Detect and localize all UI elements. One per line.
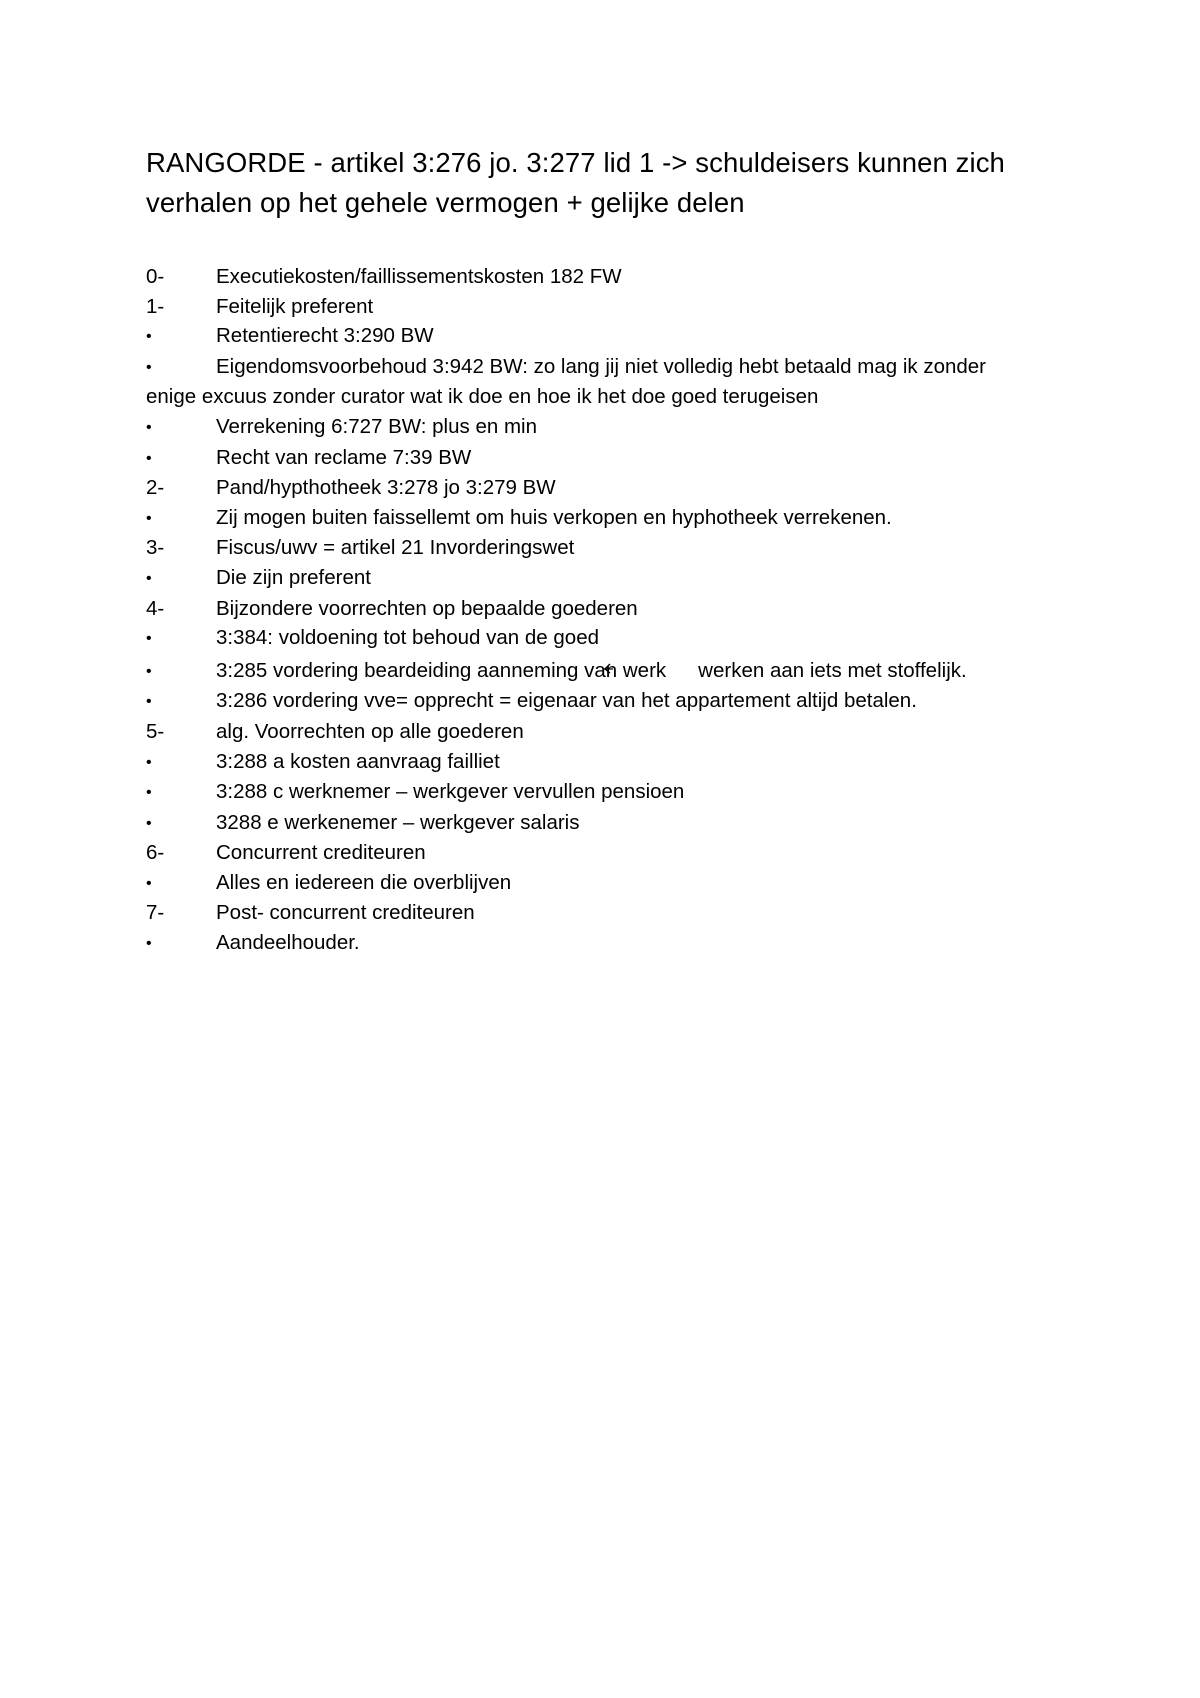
list-item xyxy=(146,808,1076,839)
list-marker: 4- xyxy=(146,596,165,620)
list-item-text: 3:288 a kosten aanvraag failliet xyxy=(216,749,500,773)
bullet-marker: • xyxy=(146,784,152,802)
list-item-text: Die zijn preferent xyxy=(216,565,371,589)
list-item-text-after-icon: werken aan iets met stoffelijk. xyxy=(698,658,967,682)
list-item-text: alg. Voorrechten op alle goederen xyxy=(216,719,524,743)
bullet-marker: • xyxy=(146,874,152,892)
list-item xyxy=(146,352,1076,412)
bullet-marker: • xyxy=(146,328,152,346)
list-item-text: Concurrent crediteuren xyxy=(216,841,426,865)
list-item xyxy=(146,292,1076,322)
list-item xyxy=(146,928,1076,959)
bullet-marker: • xyxy=(146,630,152,648)
list-item xyxy=(146,563,1076,594)
list-item xyxy=(146,686,1076,717)
list-item xyxy=(146,868,1076,899)
list-item xyxy=(146,533,1076,563)
list-item xyxy=(146,594,1076,624)
list-marker: 2- xyxy=(146,476,165,500)
bullet-marker: • xyxy=(146,814,152,832)
list-item-text: 3288 e werkenemer – werkgever salaris xyxy=(216,810,580,834)
arrow-glyph-icon xyxy=(670,654,686,668)
list-item xyxy=(146,623,1076,654)
list-item-text: 3:384: voldoening tot behoud van de goed xyxy=(216,626,599,650)
list-item xyxy=(146,321,1076,352)
bullet-marker: • xyxy=(146,509,152,527)
list-item-text: Executiekosten/faillissementskosten 182 FW xyxy=(216,265,622,288)
list-item xyxy=(146,777,1076,808)
list-item xyxy=(146,262,1076,292)
list-item-text: Verrekening 6:727 BW: plus en min xyxy=(216,414,537,438)
list-item-text: Feitelijk preferent xyxy=(216,294,374,318)
list-item xyxy=(146,654,1076,687)
page-title: RANGORDE - artikel 3:276 jo. 3:277 lid 1 -> schuldeisers kunnen zich verhalen op het gehele vermogen + gelijke delen xyxy=(146,147,1005,218)
list-item xyxy=(146,717,1076,747)
bullet-marker: • xyxy=(146,449,152,467)
bullet-marker: • xyxy=(146,662,152,680)
list-item xyxy=(146,838,1076,868)
list-marker: 6- xyxy=(146,841,165,865)
list-marker: 7- xyxy=(146,901,165,925)
list-item-text: Bijzondere voorrechten op bepaalde goederen xyxy=(216,596,638,620)
bullet-marker: • xyxy=(146,358,152,376)
list-item xyxy=(146,503,1076,534)
priority-list xyxy=(146,262,1076,959)
list-item-text: 3:286 vordering vve= opprecht = eigenaar van het appartement altijd betalen. xyxy=(216,689,917,713)
list-item-text: Eigendomsvoorbehoud 3:942 BW: zo lang jij niet volledig hebt betaald mag ik zonder xyxy=(216,354,987,378)
list-item xyxy=(146,412,1076,443)
bullet-marker: • xyxy=(146,569,152,587)
bullet-marker: • xyxy=(146,753,152,771)
list-marker: 0- xyxy=(146,265,165,288)
list-item-text: 3:285 vordering beardeiding aanneming van werk xyxy=(216,658,667,682)
bullet-marker: • xyxy=(146,693,152,711)
list-item xyxy=(146,473,1076,503)
list-item xyxy=(146,898,1076,928)
list-marker: 1- xyxy=(146,294,165,318)
list-item-text: Zij mogen buiten faissellemt om huis verkopen en hyphotheek verrekenen. xyxy=(216,505,892,529)
list-item xyxy=(146,747,1076,778)
list-marker: 5- xyxy=(146,719,165,743)
list-item-text: Retentierecht 3:290 BW xyxy=(216,324,434,348)
list-item-text: Fiscus/uwv = artikel 21 Invorderingswet xyxy=(216,536,575,560)
list-item-text: Pand/hypthotheek 3:278 jo 3:279 BW xyxy=(216,476,556,500)
list-item-text: Aandeelhouder. xyxy=(216,931,360,955)
bullet-marker: • xyxy=(146,418,152,436)
list-item-text: 3:288 c werknemer – werkgever vervullen pensioen xyxy=(216,780,685,804)
list-item-text: Post- concurrent crediteuren xyxy=(216,901,475,925)
list-item-text: Recht van reclame 7:39 BW xyxy=(216,445,472,469)
list-item-continuation: enige excuus zonder curator wat ik doe en hoe ik het doe goed terugeisen xyxy=(146,385,819,409)
list-marker: 3- xyxy=(146,536,165,560)
list-item xyxy=(146,443,1076,474)
list-item-text: Alles en iedereen die overblijven xyxy=(216,870,512,894)
bullet-marker: • xyxy=(146,935,152,953)
